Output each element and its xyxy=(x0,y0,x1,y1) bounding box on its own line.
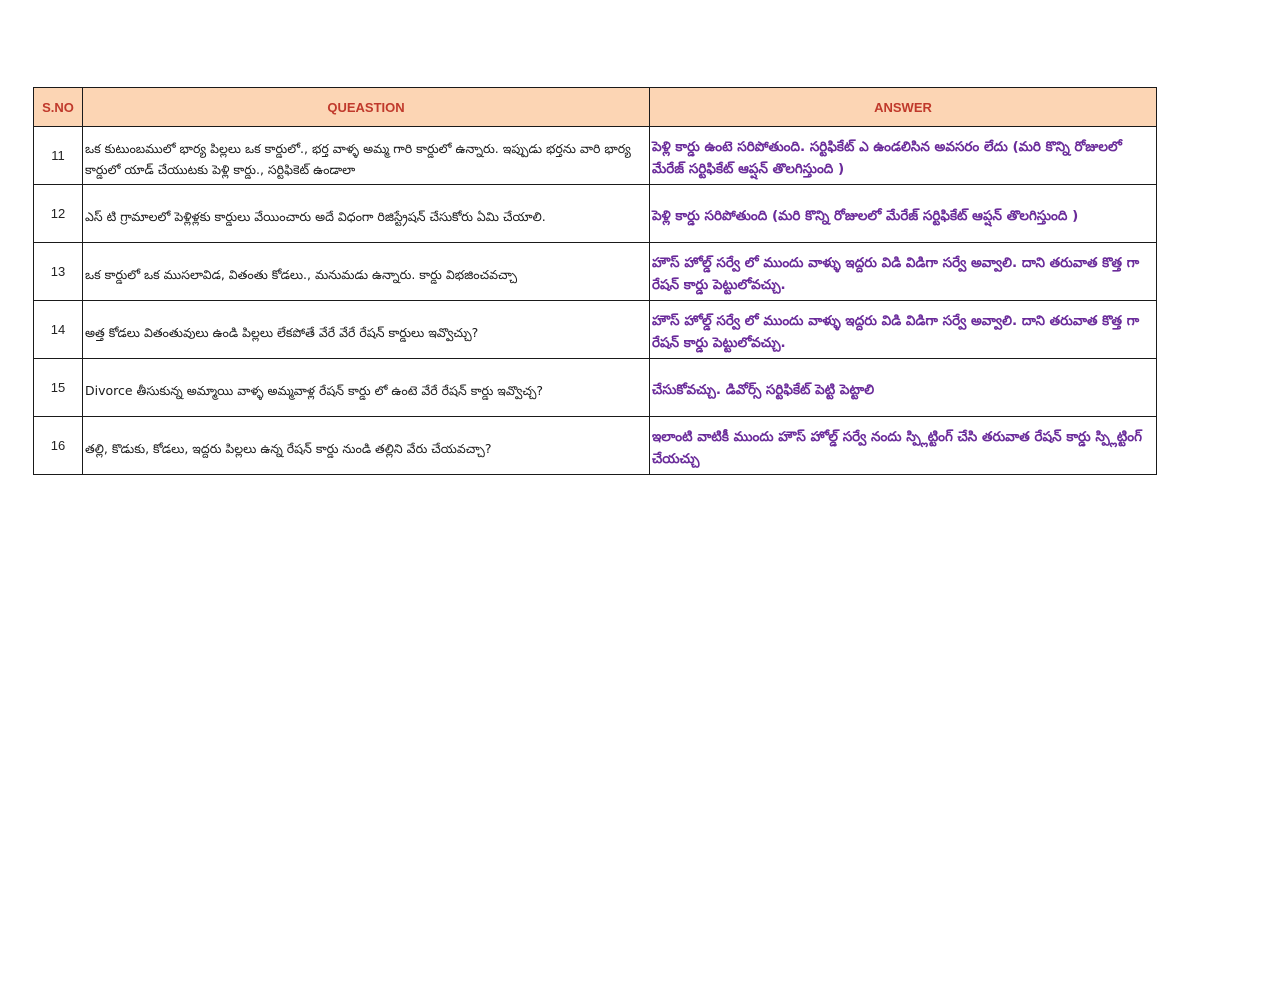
table-row xyxy=(34,185,1157,243)
row-question: ఒక కుటుంబములో భార్య పిల్లలు ఒక కార్డులో., భర్త వాళ్ళ అమ్మ గారి కార్డులో ఉన్నారు. ఇప్పుడు భర్తను వారి భార్య కార్డులో యాడ్ చేయుటకు పెళ్లి కార్డు., సర్టిఫికెట్ ఉండాలా xyxy=(83,127,650,185)
row-answer: ఇలాంటి వాటికీ ముందు హౌస్ హోల్డ్ సర్వే నందు స్ప్లిట్టింగ్ చేసి తరువాత రేషన్ కార్డు స్ప్లిట్టింగ్ చేయచ్చు xyxy=(650,417,1157,475)
header-sno: S.NO xyxy=(34,88,83,127)
qa-table xyxy=(33,87,1157,475)
row-question: ఒక కార్డులో ఒక ముసలావిడ, వితంతు కోడలు., మనుమడు ఉన్నారు. కార్డు విభజించవచ్చా xyxy=(83,243,650,301)
table-header xyxy=(34,88,1157,127)
table-body xyxy=(34,127,1157,475)
row-sno: 15 xyxy=(34,359,83,417)
row-question: Divorce తీసుకున్న అమ్మాయి వాళ్ళ అమ్మవాళ్ల రేషన్ కార్డు లో ఉంటె వేరే రేషన్ కార్డు ఇవ్వొచ్చ? xyxy=(83,359,650,417)
row-sno: 16 xyxy=(34,417,83,475)
table-row xyxy=(34,359,1157,417)
row-sno: 13 xyxy=(34,243,83,301)
row-answer: పెళ్లి కార్డు ఉంటె సరిపోతుంది. సర్టిఫికేట్ ఎ ఉండలిసిన అవసరం లేదు (మరి కొన్ని రోజులలో మేరేజ్ సర్టిఫికేట్ ఆప్షన్ తొలగిస్తుంది ) xyxy=(650,127,1157,185)
table-row xyxy=(34,127,1157,185)
table-row xyxy=(34,243,1157,301)
header-question: QUEASTION xyxy=(83,88,650,127)
row-answer: హౌస్ హోల్డ్ సర్వే లో ముందు వాళ్ళు ఇద్దరు విడి విడిగా సర్వే అవ్వాలి. దాని తరువాత కొత్త గా రేషన్ కార్డు పెట్టులోవచ్చు. xyxy=(650,301,1157,359)
row-answer: హౌస్ హోల్డ్ సర్వే లో ముందు వాళ్ళు ఇద్దరు విడి విడిగా సర్వే అవ్వాలి. దాని తరువాత కొత్త గా రేషన్ కార్డు పెట్టులోవచ్చు. xyxy=(650,243,1157,301)
row-sno: 14 xyxy=(34,301,83,359)
row-sno: 12 xyxy=(34,185,83,243)
header-row xyxy=(34,88,1157,127)
table-row xyxy=(34,301,1157,359)
row-question: అత్త కోడలు వితంతువులు ఉండి పిల్లలు లేకపోతే వేరే వేరే రేషన్ కార్డులు ఇవ్వొచ్చు? xyxy=(83,301,650,359)
table-row xyxy=(34,417,1157,475)
row-answer: చేసుకోవచ్చు. డివోర్స్ సర్టిఫికేట్ పెట్టి పెట్టాలి xyxy=(650,359,1157,417)
row-question: తల్లి, కొడుకు, కోడలు, ఇద్దరు పిల్లలు ఉన్న రేషన్ కార్డు నుండి తల్లిని వేరు చేయవచ్చా? xyxy=(83,417,650,475)
row-question: ఎస్ టి గ్రామాలలో పెళ్లిళ్లకు కార్డులు వేయించారు అదే విధంగా రిజిస్ట్రేషన్ చేసుకోరు ఏమి చేయాలి. xyxy=(83,185,650,243)
row-answer: పెళ్లి కార్డు సరిపోతుంది (మరి కొన్ని రోజులలో మేరేజ్ సర్టిఫికేట్ ఆప్షన్ తొలగిస్తుంది ) xyxy=(650,185,1157,243)
header-answer: ANSWER xyxy=(650,88,1157,127)
row-sno: 11 xyxy=(34,127,83,185)
